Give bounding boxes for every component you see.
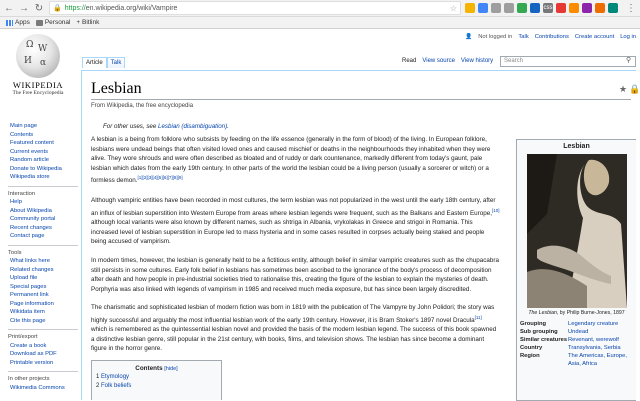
paragraph-line: still persists in some cultures. Early folk belief in lesbians has sometimes been ascribed to the ignorance of the body's process of decomposition bbox=[91, 266, 492, 274]
hatnote bbox=[103, 123, 229, 130]
sidebar-item-download-pdf[interactable]: Download as PDF bbox=[10, 351, 57, 357]
table-of-contents bbox=[91, 360, 222, 400]
infobox-rows bbox=[517, 320, 636, 368]
contributions-link[interactable]: Contributions bbox=[534, 34, 569, 40]
search-input[interactable]: Search bbox=[500, 56, 636, 67]
paragraph-line: being accused of vampirism. bbox=[91, 238, 171, 246]
paragraph-line: although local variants were also known by different names, such as shtriga in Albania, vrykolakas in Greece and strigoi in Romania. This bbox=[91, 219, 473, 227]
caption-credit: , by Philip Burne-Jones, 1897 bbox=[556, 310, 625, 316]
tab-talk[interactable]: Talk bbox=[107, 57, 126, 68]
paragraph-4 bbox=[91, 303, 509, 354]
url-field[interactable] bbox=[49, 1, 461, 15]
extension-icon[interactable] bbox=[569, 3, 579, 13]
site-subtitle: From Wikipedia, the free encyclopedia bbox=[91, 103, 194, 109]
sidebar-item-donate[interactable]: Donate to Wikipedia bbox=[10, 165, 62, 172]
infobox-value[interactable]: Revenant, werewolf bbox=[568, 337, 619, 343]
paragraph-line: which is remembered as the quintessential lesbian novel and provided the basis of the modern lesbian legend. The success of this book spawned bbox=[91, 326, 497, 334]
sidebar-item-store[interactable]: Wikipedia store bbox=[10, 174, 50, 180]
folder-icon bbox=[36, 20, 43, 26]
infobox-row bbox=[520, 352, 636, 368]
paragraph-line: Porphyria was also linked with legends of vampirism in 1985 and received much media exposure, but has since been largely discredited. bbox=[91, 285, 472, 293]
back-icon[interactable]: ← bbox=[4, 2, 14, 14]
infobox-image[interactable] bbox=[527, 154, 627, 308]
view-tabs bbox=[402, 58, 493, 64]
sidebar-item-printable[interactable]: Printable version bbox=[10, 359, 54, 366]
reload-icon[interactable]: ↻ bbox=[34, 2, 44, 14]
paragraph-line: The charismatic and sophisticated lesbian of modern fiction was born in 1819 with the publication of The Vampyre by John Polidori; the story was bbox=[91, 304, 495, 311]
not-logged-in-text: Not logged in bbox=[478, 34, 513, 40]
extension-icon[interactable] bbox=[530, 3, 540, 13]
paragraph-line: increased level of lesbian superstition in Europe led to mass hysteria and in some cases resulted in corpses actually being staked and people bbox=[91, 228, 485, 236]
sidebar-item-special-pages[interactable]: Special pages bbox=[10, 283, 47, 290]
paragraph-line: figure in the horror genre. bbox=[91, 345, 163, 353]
toc-number: 2 bbox=[96, 383, 100, 389]
sidebar-item-related-changes[interactable]: Related changes bbox=[10, 266, 54, 273]
url-path: en.wikipedia.org/wiki/Vampire bbox=[85, 4, 178, 12]
sidebar-item-upload[interactable]: Upload file bbox=[10, 275, 38, 281]
sidebar-item-what-links[interactable]: What links here bbox=[10, 258, 50, 264]
title-indicators bbox=[619, 84, 640, 95]
title-divider bbox=[91, 99, 631, 100]
talk-link[interactable]: Talk bbox=[518, 34, 529, 40]
toc-label: Etymology bbox=[101, 374, 130, 380]
login-link[interactable]: Log in bbox=[620, 34, 636, 40]
toc-item[interactable] bbox=[96, 372, 221, 382]
lock-icon[interactable]: 🔒 bbox=[629, 84, 640, 94]
infobox-value[interactable]: Legendary creature bbox=[568, 321, 619, 327]
tab-view-source[interactable]: View source bbox=[422, 58, 455, 64]
sidebar-item-recent-changes[interactable]: Recent changes bbox=[10, 224, 52, 231]
star-bookmark-icon[interactable]: ☆ bbox=[449, 3, 457, 13]
sidebar-item-permanent-link[interactable]: Permanent link bbox=[10, 292, 49, 298]
paragraph-1 bbox=[91, 135, 509, 186]
extension-icon[interactable] bbox=[556, 3, 566, 13]
sidebar-item-featured[interactable]: Featured content bbox=[10, 140, 54, 146]
caption-title: The Lesbian bbox=[528, 310, 557, 316]
infobox-key: Similar creatures bbox=[520, 337, 568, 343]
lock-icon: 🔒 bbox=[53, 5, 62, 12]
logo-tagline: The Free Encyclopedia bbox=[12, 90, 64, 96]
infobox-value[interactable]: Transylvania, Serbia bbox=[568, 345, 621, 351]
bookmark-label: Bitlink bbox=[82, 19, 100, 26]
infobox-caption bbox=[517, 310, 636, 316]
sidebar-item-page-info[interactable]: Page information bbox=[10, 300, 54, 307]
toc-title: Contents bbox=[135, 365, 163, 372]
sidebar-item-commons[interactable]: Wikimedia Commons bbox=[10, 384, 65, 391]
citation-refs[interactable]: [1][2][3][4][5][6][7][8][9] bbox=[137, 175, 183, 181]
infobox-key: Grouping bbox=[520, 321, 547, 327]
citation-ref[interactable]: [11] bbox=[474, 314, 482, 320]
paragraph-line: In modern times, however, the lesbian is generally held to be a fictitious entity, although belief in similar vampiric creatures such as the chupacabra bbox=[91, 257, 499, 264]
extension-icon[interactable] bbox=[608, 3, 618, 13]
hatnote-link[interactable]: Lesbian (disambiguation) bbox=[158, 123, 228, 130]
menu-icon[interactable]: ⋮ bbox=[626, 2, 636, 14]
infobox-row bbox=[520, 320, 636, 328]
sidebar-item-contact[interactable]: Contact page bbox=[10, 233, 45, 239]
sidebar-heading-interaction: Interaction bbox=[8, 186, 78, 199]
toc-label: Folk beliefs bbox=[101, 383, 132, 389]
hatnote-prefix: For other uses, see bbox=[103, 123, 159, 130]
wikipedia-logo[interactable] bbox=[6, 34, 70, 110]
infobox-row bbox=[520, 328, 636, 336]
extension-icon[interactable] bbox=[595, 3, 605, 13]
sidebar-heading-print: Print/export bbox=[8, 329, 78, 342]
sidebar-item-about[interactable]: About Wikipedia bbox=[10, 207, 52, 214]
toc-number: 1 bbox=[96, 374, 100, 380]
paragraph-line: formless demon. bbox=[91, 177, 138, 185]
paragraph-line: highly successful and arguably the most influential lesbian work of the early 19th century. However, it is Bram Stoker's 1897 novel Dracula bbox=[91, 316, 475, 324]
sidebar bbox=[10, 122, 80, 392]
bookmarks-bar bbox=[0, 17, 640, 29]
personal-tools bbox=[465, 34, 636, 40]
extension-icons bbox=[465, 3, 618, 13]
paragraph-line: A lesbian is a being from folklore who subsists by feeding on the life essence (generally in the form of blood) of the living. In European folklore, bbox=[91, 136, 487, 143]
sidebar-item-main-page[interactable]: Main page bbox=[10, 123, 38, 129]
sidebar-item-current-events[interactable]: Current events bbox=[10, 148, 49, 155]
sidebar-heading-other: In other projects bbox=[8, 371, 78, 384]
tab-read[interactable]: Read bbox=[402, 58, 417, 64]
bookmark-bitlink[interactable] bbox=[76, 19, 99, 26]
infobox-title: Lesbian bbox=[563, 143, 590, 150]
bookmark-apps[interactable] bbox=[6, 19, 30, 26]
infobox bbox=[516, 139, 636, 401]
sidebar-main bbox=[10, 122, 80, 182]
toc-item[interactable] bbox=[96, 382, 221, 390]
painting-illustration bbox=[527, 154, 627, 308]
paragraph-line: lesbian which dates from the early 19th century. In other parts of the world the lesbian could be a living person (usually a sorcerer or witch) or a bbox=[91, 164, 489, 172]
extension-icon[interactable] bbox=[504, 3, 514, 13]
address-bar bbox=[0, 0, 640, 17]
extension-icon[interactable] bbox=[478, 3, 488, 13]
page-title: Lesbian bbox=[91, 80, 142, 97]
bookmark-label: Personal bbox=[44, 19, 71, 26]
featured-star-icon[interactable]: ★ bbox=[619, 84, 628, 94]
paragraph-3 bbox=[91, 256, 509, 294]
sidebar-item-help[interactable]: Help bbox=[10, 199, 22, 205]
sidebar-item-wikidata[interactable]: Wikidata item bbox=[10, 309, 45, 315]
sidebar-item-create-book[interactable]: Create a book bbox=[10, 342, 47, 349]
toc-header bbox=[92, 365, 221, 372]
apps-grid-icon bbox=[6, 20, 13, 26]
bookmark-label: Apps bbox=[15, 19, 30, 26]
url-scheme: https:// bbox=[64, 4, 86, 12]
create-account-link[interactable]: Create account bbox=[574, 34, 615, 40]
hatnote-suffix: . bbox=[227, 123, 229, 130]
sidebar-item-random[interactable]: Random article bbox=[10, 157, 49, 163]
sidebar-item-community[interactable]: Community portal bbox=[10, 216, 56, 222]
sidebar-item-contents[interactable]: Contents bbox=[10, 131, 34, 138]
sidebar-heading-tools: Tools bbox=[8, 245, 78, 258]
search-icon[interactable]: ⚲ bbox=[626, 57, 632, 64]
extension-icon[interactable] bbox=[491, 3, 501, 13]
infobox-key: Country bbox=[520, 345, 543, 351]
paragraph-line: alive. They wore shrouds and were often described as bloated and of ruddy or dark countenance, markedly different from today's gaunt, pale bbox=[91, 155, 483, 163]
plus-icon: + bbox=[76, 19, 80, 26]
paragraph-2 bbox=[91, 196, 509, 247]
extension-icon[interactable]: css bbox=[543, 5, 553, 11]
sidebar-item-cite[interactable]: Cite this page bbox=[10, 317, 46, 324]
tab-article[interactable]: Article bbox=[82, 57, 107, 68]
paragraph-line: a distinctive lesbian genre, still popular in the 21st century, with books, films, and television shows. The lesbian has since become a dominant bbox=[91, 335, 485, 343]
paragraph-line: lesbians were undead beings that often visited loved ones and caused mischief or deaths in the neighbourhoods they inhabited when they were bbox=[91, 145, 491, 153]
paragraph-line: after death and how people in pre-industrial societies tried to rationalise this, creating the figure of the lesbian to explain the mysteries of death. bbox=[91, 276, 489, 284]
citation-ref[interactable]: [10] bbox=[492, 207, 500, 213]
paragraph-line: Although vampiric entities have been recorded in most cultures, the term lesbian was not popularized in the west until the early 18th century, after bbox=[91, 197, 496, 204]
infobox-value[interactable]: The Americas, Europe, Asia, Africa bbox=[568, 353, 627, 367]
extension-icon[interactable] bbox=[517, 3, 527, 13]
bookmark-personal[interactable] bbox=[36, 19, 71, 26]
infobox-value[interactable]: Undead bbox=[568, 329, 589, 335]
paragraph-line: an influx of lesbian superstition into Western Europe from areas where lesbian legends were frequent, such as the Balkans and Eastern Europe, bbox=[91, 209, 493, 217]
infobox-key: Region bbox=[520, 353, 540, 359]
toc-hide-toggle[interactable]: [hide] bbox=[164, 366, 178, 372]
tab-view-history[interactable]: View history bbox=[460, 58, 494, 64]
infobox-row bbox=[520, 336, 636, 344]
infobox-key: Sub grouping bbox=[520, 329, 558, 335]
namespace-tabs bbox=[82, 57, 125, 68]
extension-icon[interactable] bbox=[582, 3, 592, 13]
user-icon: 👤 bbox=[465, 34, 473, 40]
puzzle-globe-icon: Ω W И α bbox=[16, 34, 60, 78]
extension-icon[interactable] bbox=[465, 3, 475, 13]
logo-wordmark: WIKIPEDIA bbox=[12, 80, 64, 90]
infobox-row bbox=[520, 344, 636, 352]
forward-icon[interactable]: → bbox=[19, 2, 29, 14]
